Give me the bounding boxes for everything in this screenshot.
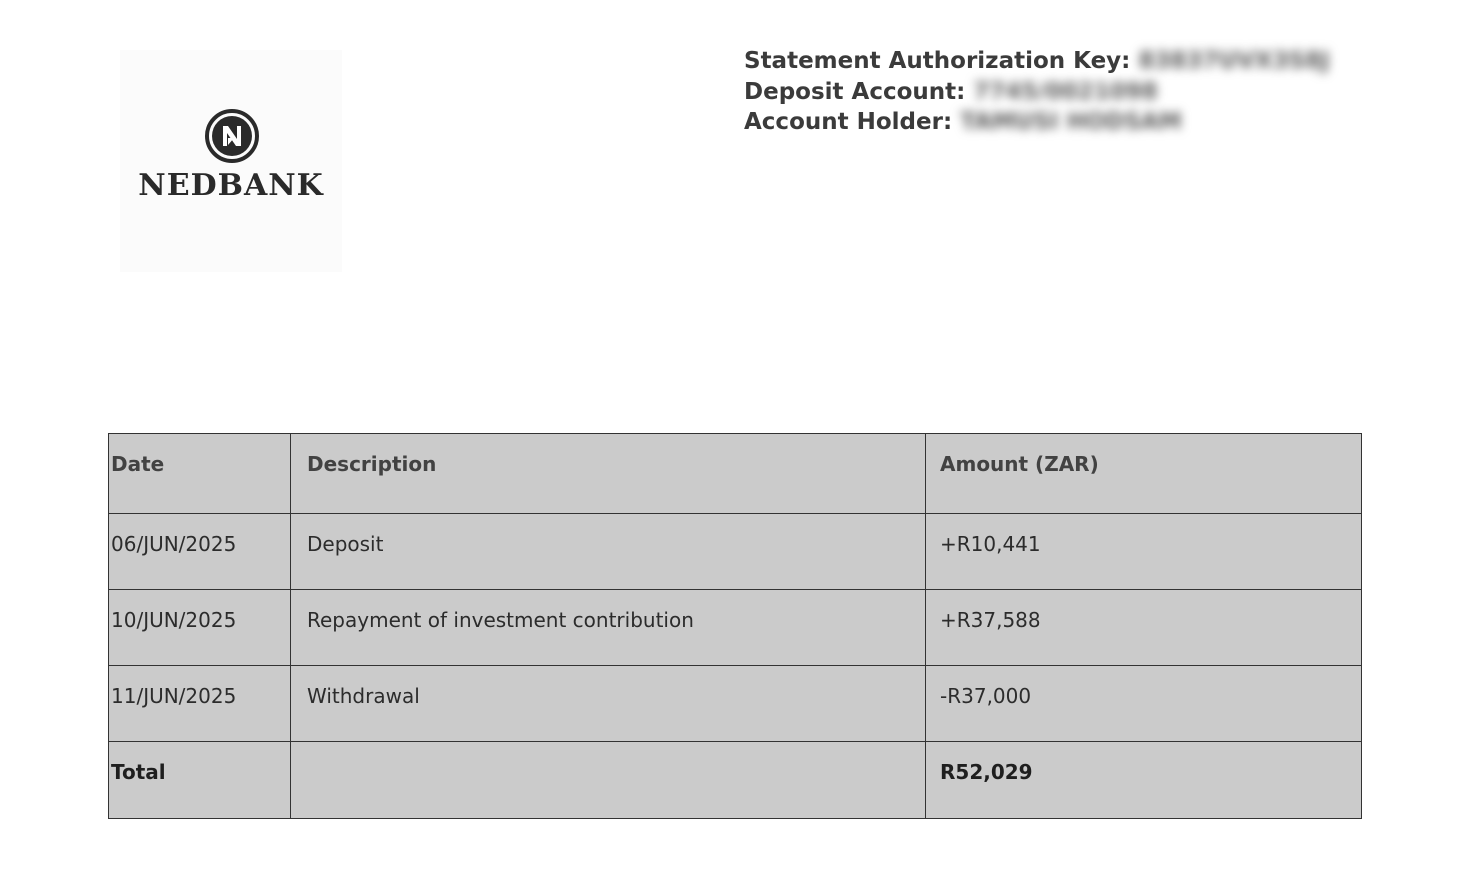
row-amount: +R37,588 [926, 590, 1362, 666]
account-holder-value: TAMUSI HODSAM [960, 109, 1182, 135]
nedbank-emblem-icon [204, 108, 260, 164]
auth-key-line [744, 46, 1384, 77]
table-header-row [109, 434, 1362, 514]
transactions-table [108, 433, 1362, 819]
total-label: Total [109, 742, 291, 819]
column-header-amount: Amount (ZAR) [926, 434, 1362, 514]
auth-key-value: 83837UVX3S8J [1138, 48, 1330, 74]
total-row [109, 742, 1362, 819]
row-description: Withdrawal [291, 666, 926, 742]
row-date: 11/JUN/2025 [109, 666, 291, 742]
deposit-account-value: 7745/0021098 [973, 78, 1158, 105]
statement-header-info [744, 46, 1384, 138]
total-description [291, 742, 926, 819]
row-date: 06/JUN/2025 [109, 514, 291, 590]
account-holder-line [744, 107, 1384, 138]
deposit-account-line [744, 77, 1384, 108]
table-row [109, 514, 1362, 590]
column-header-date: Date [109, 434, 291, 514]
nedbank-wordmark: NEDBANK [138, 168, 324, 203]
nedbank-logo [120, 50, 342, 272]
row-description: Repayment of investment contribution [291, 590, 926, 666]
table-row [109, 590, 1362, 666]
deposit-account-label: Deposit Account: [744, 78, 974, 105]
total-amount: R52,029 [926, 742, 1362, 819]
account-holder-label: Account Holder: [744, 109, 961, 135]
auth-key-label: Statement Authorization Key: [744, 48, 1139, 74]
column-header-description: Description [291, 434, 926, 514]
row-amount: -R37,000 [926, 666, 1362, 742]
table-row [109, 666, 1362, 742]
row-amount: +R10,441 [926, 514, 1362, 590]
row-date: 10/JUN/2025 [109, 590, 291, 666]
row-description: Deposit [291, 514, 926, 590]
